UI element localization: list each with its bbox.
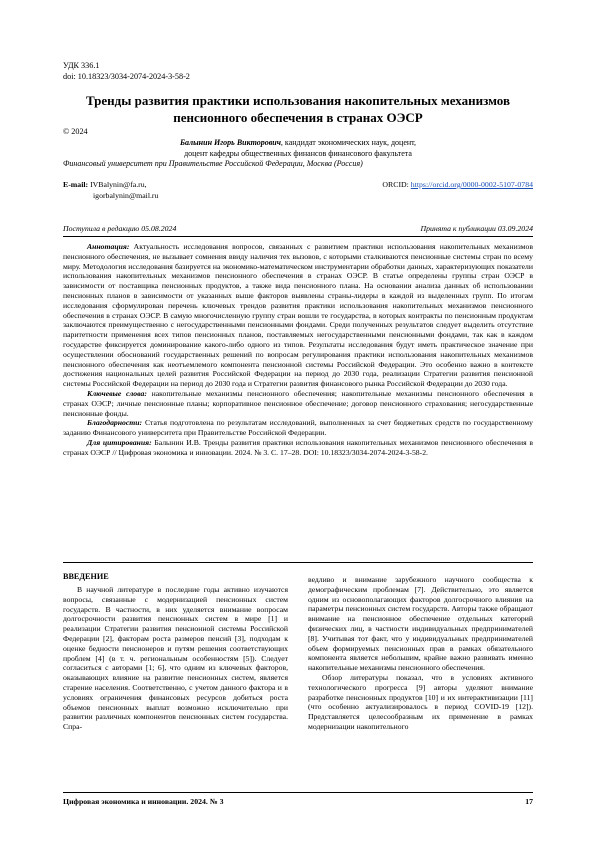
journal-name: Цифровая экономика и инновации. 2024. № 3: [63, 797, 224, 806]
acknowledgements: [63, 418, 533, 438]
author-affiliation: Финансовый университет при Правительстве Российской Федерации, Москва (Россия): [63, 159, 363, 168]
orcid-block: [382, 180, 533, 191]
author-line: [63, 138, 533, 149]
paragraph: ведливо и внимание зарубежного научного сообщества к демографическим проблемам [7]. Действительно, это является одним из основополагающих факторов долгосрочного влияния на параметры пенсионных систем государств. Авторы также обращают внимание на пенсионное обеспечение отдельных категорий физических лиц, в частности индивидуальных предпринимателей [8]. Учитывая тот факт, что у индивидуальных предпринимателей объем формируемых пенсионных прав в рамках обязательного компонента является небольшим, крайне важно развивать именно накопительные механизмы пенсионного обеспечения.: [308, 575, 533, 673]
section-heading: ВВЕДЕНИЕ: [63, 572, 109, 581]
article-title: Тренды развития практики использования накопительных механизмов пенсионного обеспечения в странах ОЭСР: [85, 93, 511, 125]
author-degree: , кандидат экономических наук, доцент,: [280, 138, 417, 147]
divider-bottom: [63, 562, 533, 563]
column-right: [308, 575, 533, 732]
email-primary[interactable]: IVBalynin@fa.ru,: [90, 180, 147, 189]
abstract-text: Актуальность исследования вопросов, связанных с развитием практики использования накопительных механизмов пенсионного обеспечения, не вызывает сомнения ввиду наличия тех вызовов, с которыми сталкиваются пенсионные системы стран по всему миру. Методология исследования базируется на экономико-математическом инструментарии обработки данных, характеризующих показатели использования накопительных механизмов пенсионного обеспечения в странах ОЭСР. В статье определены группы стран ОЭСР в зависимости от поставщика пенсионных продуктов, а также вида пенсионного плана. На основании анализа данных об использовании пенсионных планов в зависимости от указанных выше факторов выявлены страны-лидеры в каждой из выделенных групп. По итогам исследования сформулирован перечень ключевых трендов развития практики использования накопительных механизмов пенсионного обеспечения в странах ОЭСР. В самую многочисленную группу стран вошли те государства, в которых контракты по пенсионным продуктам заключаются преимущественно с негосударственными пенсионными фондами. Среди полученных результатов следует выделить отсутствие паритетности применения всех типов пенсионных планов, поставляемых негосударственными пенсионными фондами, так как в каждом государстве фиксируется доминирование какого-либо одного из типов. Результаты исследования будут иметь практическое значение при осуществлении обоснований государственных решений по вопросам регулирования практики использования накопительных механизмов пенсионного обеспечения как неотъемлемого компонента пенсионной системы Российской Федерации. Это особенно важно в контексте достижения национальных целей развития Российской Федерации на период до 2030 года, реализации Стратегии развития пенсионной системы Российской Федерации на период до 2030 года и Стратегии развития финансового рынка Российской Федерации до 2030 года.: [63, 242, 533, 389]
abstract-label: Аннотация:: [87, 242, 130, 251]
divider-top: [63, 236, 533, 237]
accepted-date: Принята к публикации 03.09.2024: [420, 224, 533, 233]
abstract: [63, 242, 533, 389]
column-left: [63, 585, 288, 732]
acknowledgements-text: Статья подготовлена по результатам исследований, выполненных за счет бюджетных средств по государственному заданию Финансового университета при Правительстве Российской Федерации.: [63, 418, 533, 438]
email-secondary[interactable]: igorbalynin@mail.ru: [93, 190, 159, 200]
abstract-block: [63, 242, 533, 458]
email-block: [63, 180, 158, 201]
citation: [63, 438, 533, 458]
author-block: [63, 138, 533, 170]
keywords: [63, 389, 533, 418]
paragraph: Обзор литературы показал, что в условиях активного технологического прогресса [9] авторы уделяют внимание разработке пенсионных продуктов [10] и их интерактивизации [11] (что особенно актуализировалось в период COVID-19 [12]). Представляется целесообразным их применение в рамках модернизации накопительного: [308, 672, 533, 731]
citation-text: Балынин И.В. Тренды развития практики использования накопительных механизмов пенсионного обеспечения в странах ОЭСР // Цифровая экономика и инновации. 2024. № 3. С. 17–28. DOI: 10.18323/3034-2074-2024-3-58-2.: [63, 437, 533, 457]
orcid-label: ORCID:: [382, 180, 411, 189]
page-footer: [63, 797, 533, 806]
keywords-text: накопительные механизмы пенсионного обеспечения; накопительные механизмы пенсионного обеспечения в странах ОЭСР; личные пенсионные планы; корпоративное пенсионное обеспечение; договор пенсионного страхования; негосударственные пенсионные фонды.: [63, 388, 534, 418]
udk-code: УДК 336.1: [63, 61, 100, 70]
keywords-label: Ключевые слова:: [87, 388, 147, 398]
footer-rule: [63, 792, 533, 793]
doi[interactable]: doi: 10.18323/3034-2074-2024-3-58-2: [63, 72, 190, 81]
paragraph: В научной литературе в последние годы активно изучаются вопросы, связанные с модернизацией пенсионных систем государств. В частности, в них уделяется внимание вопросам долгосрочности развития пенсионных систем в мире [1] и реализации Стратегии развития пенсионной системы Российской Федерации [2], факторам роста размеров пенсий [3], подходам к оценке бедности пенсионеров и путям решения соответствующих проблем [4] (в т. ч. региональным особенностям [5]). Следует согласиться с авторами [1; 6], что одним из ключевых факторов, оказывающих влияние на развитие пенсионных систем, является старение населения. Соответственно, с учетом данного фактора и в условиях ограничения финансовых ресурсов добиться роста объемов пенсионных выплат возможно исключительно при развитии различных компонентов пенсионных систем государства. Спра-: [63, 585, 288, 732]
received-date: Поступила в редакцию 05.08.2024: [63, 224, 177, 233]
orcid-link[interactable]: https://orcid.org/0000-0002-5107-0784: [410, 180, 533, 189]
author-name: Балынин Игорь Викторович: [179, 138, 281, 147]
author-position: доцент кафедры общественных финансов финансового факультета: [184, 148, 412, 158]
article-dates: [63, 224, 533, 233]
copyright: © 2024: [63, 127, 88, 136]
email-label: E-mail:: [63, 180, 89, 189]
citation-label: Для цитирования:: [87, 437, 152, 447]
acknowledgements-label: Благодарности:: [87, 418, 143, 428]
page-number: 17: [525, 797, 533, 806]
